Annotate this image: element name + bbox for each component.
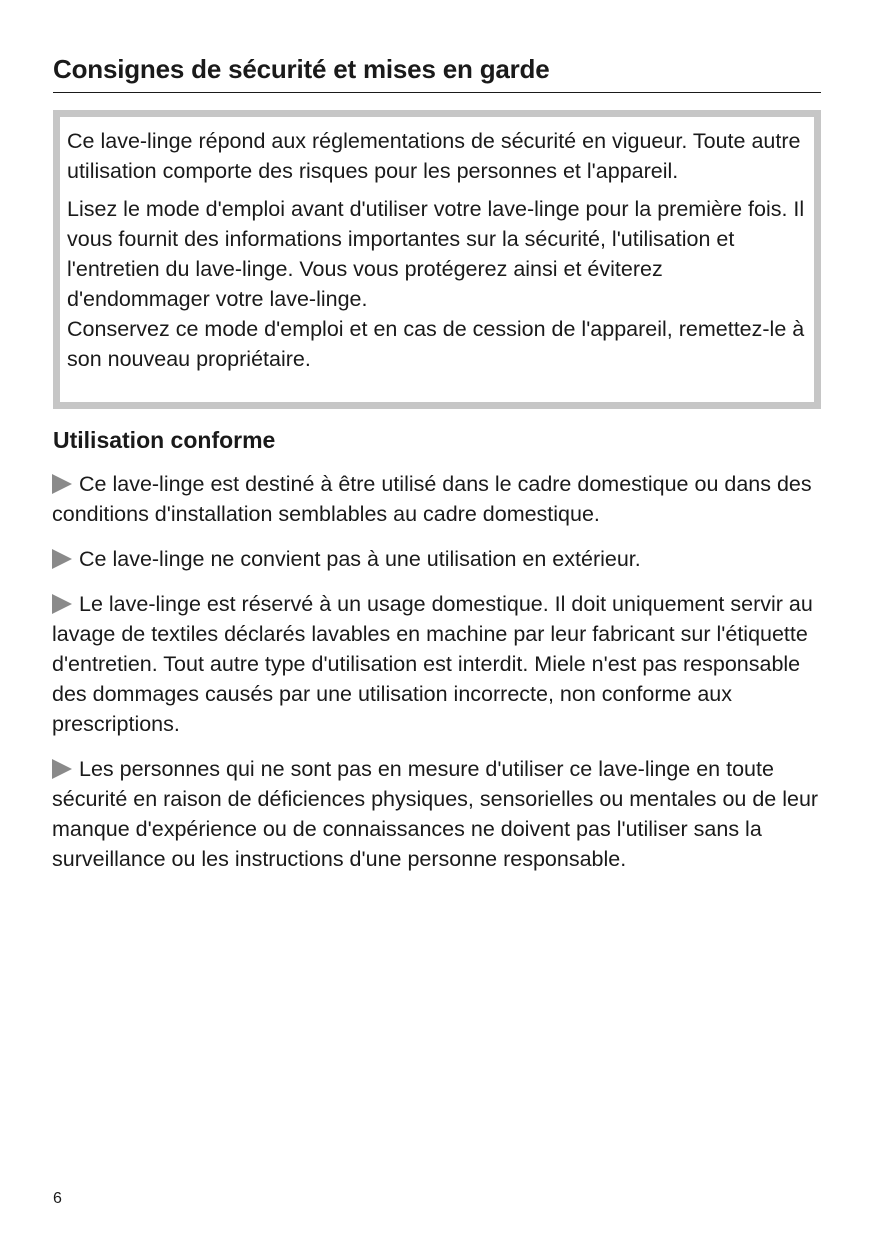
page-title: Consignes de sécurité et mises en garde xyxy=(53,54,550,84)
triangle-right-icon xyxy=(52,759,72,779)
bullet-text: Ce lave-linge ne convient pas à une utilisation en extérieur. xyxy=(79,547,641,571)
bullet-text: Les personnes qui ne sont pas en mesure d'utiliser ce lave-linge en toute sécurité en raison de déficiences physiques, sensorielles ou mentales ou de leur manque d'expérience ou de connaissances ne doivent pas l'utiliser sans la surveillance ou les instructions d'une personne responsable. xyxy=(52,757,819,871)
bullet-list xyxy=(52,469,827,889)
bullet-item xyxy=(52,754,827,874)
bullet-item xyxy=(52,544,827,574)
safety-notice-box xyxy=(53,110,821,409)
notice-paragraph-read-manual: Lisez le mode d'emploi avant d'utiliser votre lave-linge pour la première fois. Il vous fournit des informations importantes sur la sécurité, l'utilisation et l'entretien du lave-linge. Vous vous protégerez ainsi et éviterez d'endommager votre lave-linge. xyxy=(67,197,805,311)
bullet-item xyxy=(52,589,827,739)
triangle-right-icon xyxy=(52,594,72,614)
bullet-text: Le lave-linge est réservé à un usage domestique. Il doit uniquement servir au lavage de textiles déclarés lavables en machine par leur fabricant sur l'étiquette d'entretien. Tout autre type d'utilisation est interdit. Miele n'est pas responsable des dommages causés par une utilisation incorrecte, non conforme aux prescriptions. xyxy=(52,592,813,736)
notice-paragraph-keep-manual: Conservez ce mode d'emploi et en cas de cession de l'appareil, remettez-le à son nouveau propriétaire. xyxy=(67,317,805,371)
title-divider xyxy=(53,92,821,93)
page-number: 6 xyxy=(53,1190,62,1207)
bullet-text: Ce lave-linge est destiné à être utilisé dans le cadre domestique ou dans des conditions d'installation semblables au cadre domestique. xyxy=(52,472,812,526)
triangle-right-icon xyxy=(52,549,72,569)
bullet-item xyxy=(52,469,827,529)
triangle-right-icon xyxy=(52,474,72,494)
section-heading: Utilisation conforme xyxy=(53,427,276,453)
notice-paragraph-regulations: Ce lave-linge répond aux réglementations de sécurité en vigueur. Toute autre utilisation comporte des risques pour les personnes et l'appareil. xyxy=(67,129,801,183)
